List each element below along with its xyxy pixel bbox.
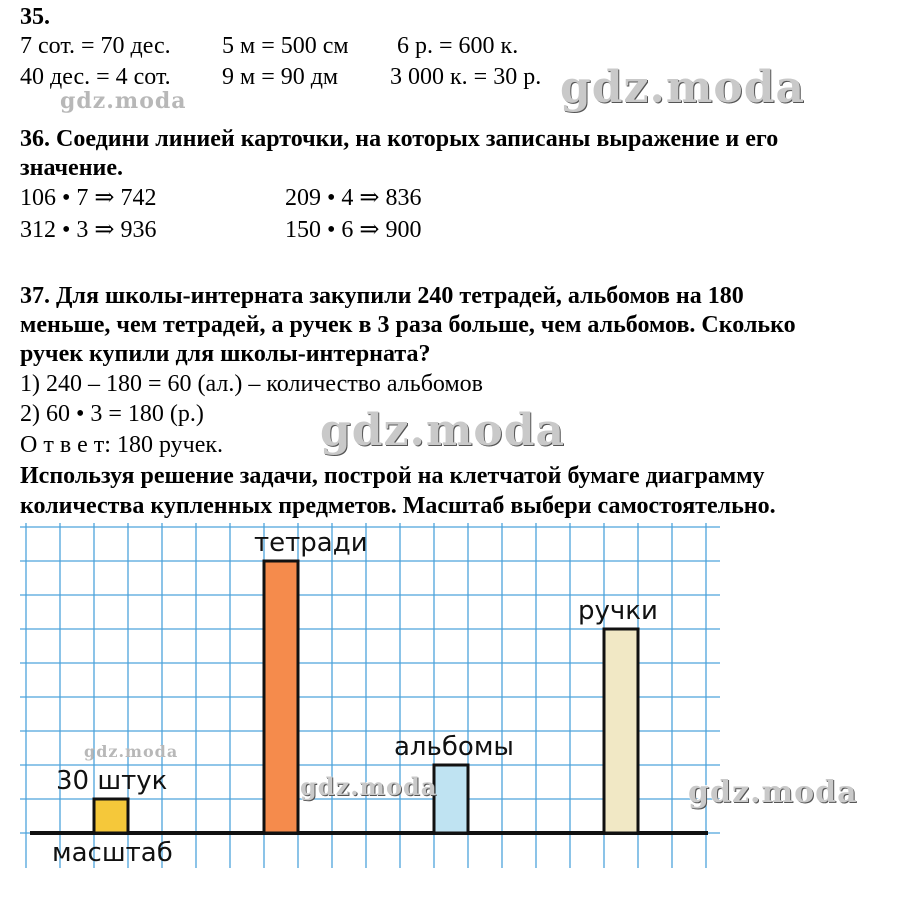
bar-1 (434, 765, 468, 833)
ex35-row2-col2: 9 м = 90 дм (222, 64, 339, 90)
ex36-row2-col2: 150 • 6 ⇒ 900 (285, 217, 422, 243)
bar-2 (604, 629, 638, 833)
ex37-task-line2: количества купленных предметов. Масштаб выбери самостоятельно. (20, 493, 776, 519)
ex37-title-line2: меньше, чем тетрадей, а ручек в 3 раза больше, чем альбомов. Сколько (20, 312, 796, 338)
ex37-answer: О т в е т: 180 ручек. (20, 432, 224, 458)
scale-bar (94, 799, 128, 833)
ex36-title-line2: значение. (20, 155, 124, 181)
bar-0 (264, 561, 298, 833)
scale-label: 30 штук (56, 766, 168, 796)
bar-label-1: альбомы (394, 732, 514, 762)
ex36-row2-col1: 312 • 3 ⇒ 936 (20, 217, 157, 243)
ex36-title-line1: 36. Соедини линией карточки, на которых записаны выражение и его (20, 126, 779, 152)
ex37-title-line1: 37. Для школы-интерната закупили 240 тетрадей, альбомов на 180 (20, 283, 744, 309)
watermark-chart-small: gdz.moda (84, 742, 179, 761)
watermark-chart-right: gdz.moda (688, 775, 858, 810)
ex35-row2-col1: 40 дес. = 4 сот. (20, 64, 171, 90)
exercise-35-number: 35. (20, 4, 50, 30)
ex37-step1: 1) 240 – 180 = 60 (ал.) – количество альбомов (20, 371, 483, 397)
ex36-row1-col1: 106 • 7 ⇒ 742 (20, 185, 157, 211)
ex37-task-line1: Используя решение задачи, построй на клетчатой бумаге диаграмму (20, 463, 765, 489)
watermark-chart-middle: gdz.moda (300, 772, 438, 801)
ex37-title-line3: ручек купили для школы-интерната? (20, 341, 431, 367)
ex35-row1-col3: 6 р. = 600 к. (397, 33, 519, 59)
ex35-row1-col1: 7 сот. = 70 дес. (20, 33, 171, 59)
watermark-middle: gdz.moda (320, 405, 566, 456)
watermark-small-top: gdz.moda (60, 88, 187, 114)
ex35-row1-col2: 5 м = 500 см (222, 33, 349, 59)
scale-caption: масштаб (52, 838, 173, 868)
watermark-top-right: gdz.moda (560, 62, 806, 113)
bar-chart (20, 523, 720, 868)
ex35-row2-col3: 3 000 к. = 30 р. (390, 64, 542, 90)
bar-label-2: ручки (578, 596, 658, 626)
bar-label-0: тетради (254, 528, 368, 558)
ex36-row1-col2: 209 • 4 ⇒ 836 (285, 185, 422, 211)
ex37-step2: 2) 60 • 3 = 180 (р.) (20, 401, 204, 427)
